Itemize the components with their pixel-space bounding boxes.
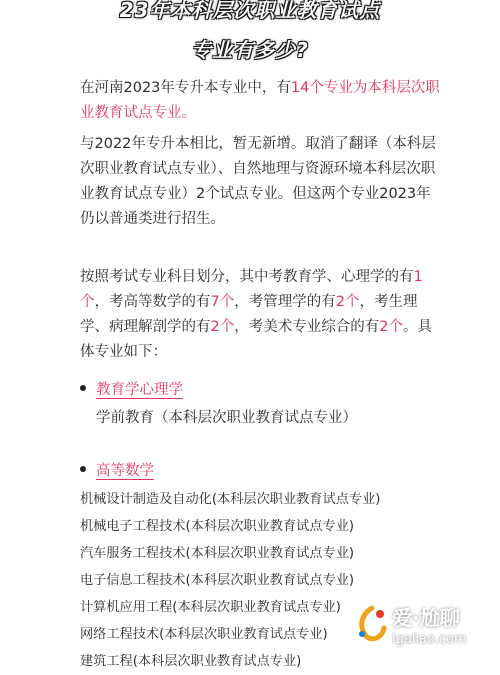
section-label-math: 高等数学 (96, 463, 154, 479)
list-item: 网络工程技术(本科层次职业教育试点专业) (80, 627, 328, 642)
breakdown-text-5: ，考美术专业综合的有 (234, 319, 380, 335)
header (0, 0, 500, 66)
breakdown-text-3: ，考管理学的有 (234, 294, 336, 310)
breakdown-text-1: 按照考试专业科目划分，其中考教育学、心理学的有 (80, 269, 414, 285)
title-line-1: 23年本科层次职业教育试点 (119, 0, 381, 22)
watermark-domain: igaliao.com (392, 632, 467, 647)
bullet-icon (80, 466, 86, 472)
list-item: 建筑工程(本科层次职业教育试点专业) (80, 654, 302, 669)
breakdown-count-4: 2个 (210, 319, 235, 335)
list-item: 计算机应用工程(本科层次职业教育试点专业) (80, 600, 341, 615)
breakdown-count-5: 2个 (379, 319, 403, 335)
breakdown-count-1: 1个 (80, 269, 423, 310)
bullet-icon (80, 385, 86, 391)
breakdown-text-2: ，考高等数学的有 (94, 294, 211, 310)
breakdown-count-2: 7个 (210, 294, 235, 310)
paragraph-intro-text: 在河南2023年专升本专业中，有 (80, 80, 291, 96)
breakdown-count-3: 2个 (335, 294, 360, 310)
watermark-brand: 爱·尬聊 (392, 606, 460, 630)
list-item: 机械设计制造及自动化(本科层次职业教育试点专业) (80, 492, 381, 507)
section-header-math (80, 459, 460, 483)
breakdown-text-6: 。具体专业如下： (80, 319, 432, 360)
list-item: 机械电子工程技术(本科层次职业教育试点专业) (80, 519, 355, 534)
section-label-education: 教育学心理学 (96, 382, 183, 398)
watermark-logo-icon (352, 604, 392, 644)
paragraph-breakdown (80, 265, 440, 365)
paragraph-intro (80, 76, 440, 126)
watermark (352, 596, 500, 666)
list-item: 学前教育（本科层次职业教育试点专业） (96, 410, 357, 426)
paragraph-comparison: 与2022年专升本相比，暂无新增。取消了翻译（本科层次职业教育试点专业）、自然地理与资源环境本科层次职业教育试点专业）2个试点专业。但这两个专业2023年仍以普通类进行招生。 (80, 136, 436, 227)
section-header-education (80, 378, 460, 402)
list-item: 汽车服务工程技术(本科层次职业教育试点专业) (80, 546, 355, 561)
paragraph-intro-highlight: 14个专业为本科层次职业教育试点专业。 (80, 80, 440, 121)
title-line-2: 专业有多少? (191, 38, 309, 62)
list-item: 电子信息工程技术(本科层次职业教育试点专业) (80, 573, 355, 588)
breakdown-text-4: ，考生理学、病理解剖学的有 (80, 294, 418, 335)
